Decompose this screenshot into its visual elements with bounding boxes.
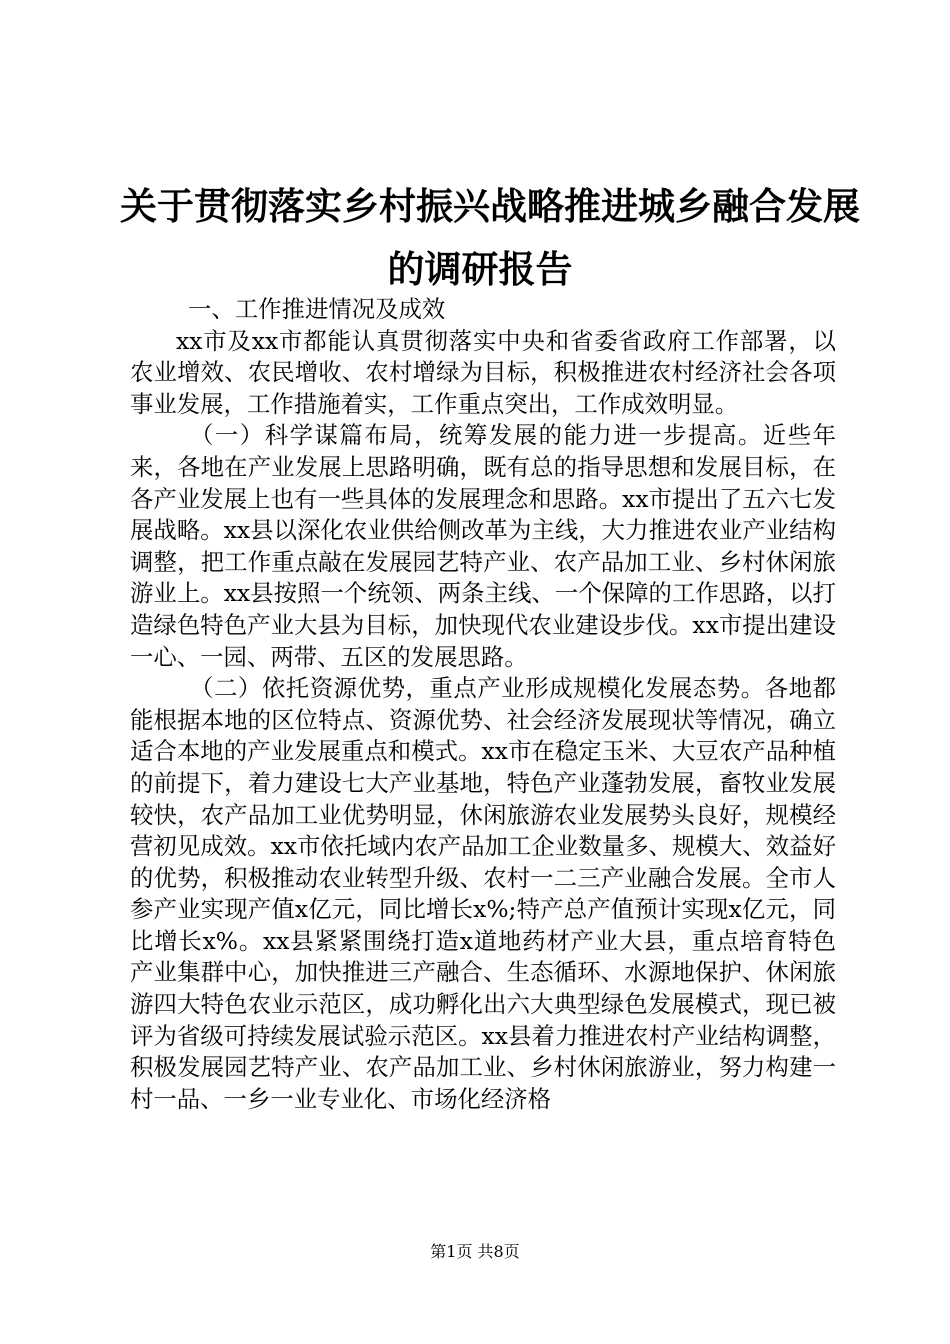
- document-body: [130, 294, 836, 1115]
- page-footer: 第1页 共8页: [430, 1242, 520, 1261]
- body-paragraph-3: （二）依托资源优势，重点产业形成规模化发展态势。各地都能根据本地的区位特点、资源优势、社会经济发展现状等情况，确立适合本地的产业发展重点和模式。xx市在稳定玉米、大豆农产品种植的前提下，着力建设七大产业基地，特色产业蓬勃发展，畜牧业发展较快，农产品加工业优势明显，休闲旅游农业发展势头良好，规模经营初见成效。xx市依托域内农产品加工企业数量多、规模大、效益好的优势，积极推动农业转型升级、农村一二三产业融合发展。全市人参产业实现产值x亿元，同比增长x%;特产总产值预计实现x亿元，同比增长x%。xx县紧紧围绕打造x道地药材产业大县，重点培育特色产业集群中心，加快推进三产融合、生态循环、水源地保护、休闲旅游四大特色农业示范区，成功孵化出六大典型绿色发展模式，现已被评为省级可持续发展试验示范区。xx县着力推进农村产业结构调整，积极发展园艺特产业、农产品加工业、乡村休闲旅游业，努力构建一村一品、一乡一业专业化、市场化经济格: [130, 674, 836, 1113]
- section-heading: 一、工作推进情况及成效: [188, 295, 446, 323]
- document-title-line1: 关于贯彻落实乡村振兴战略推进城乡融合发展: [120, 185, 860, 228]
- body-paragraph-1: xx市及xx市都能认真贯彻落实中央和省委省政府工作部署，以农业增效、农民增收、农村增绿为目标，积极推进农村经济社会各项事业发展，工作措施着实，工作重点突出，工作成效明显。: [130, 326, 836, 418]
- body-paragraph-2: （一）科学谋篇布局，统筹发展的能力进一步提高。近些年来，各地在产业发展上思路明确，既有总的指导思想和发展目标，在各产业发展上也有一些具体的发展理念和思路。xx市提出了五六七发展战略。xx县以深化农业供给侧改革为主线，大力推进农业产业结构调整，把工作重点敲在发展园艺特产业、农产品加工业、乡村休闲旅游业上。xx县按照一个统领、两条主线、一个保障的工作思路，以打造绿色特色产业大县为目标，加快现代农业建设步伐。xx市提出建设一心、一园、两带、五区的发展思路。: [130, 421, 836, 671]
- document-title-line2: 的调研报告: [387, 248, 573, 291]
